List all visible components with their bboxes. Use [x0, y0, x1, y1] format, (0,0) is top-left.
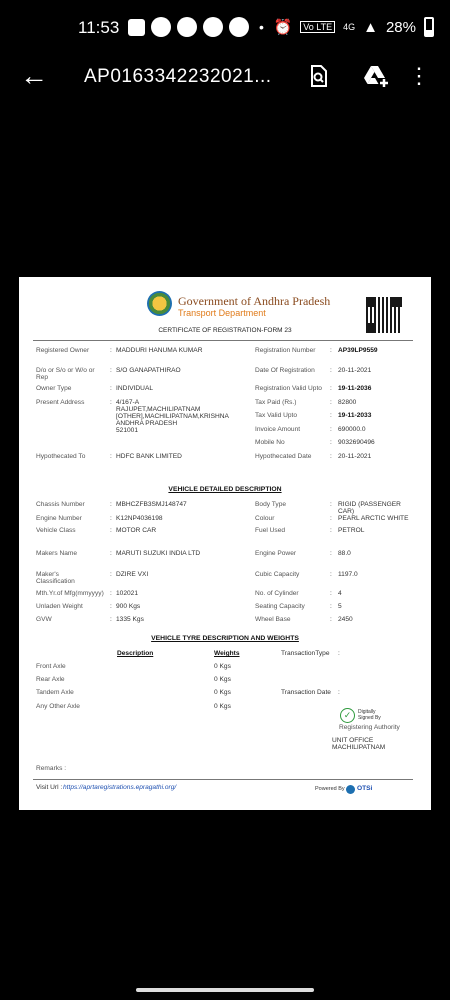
owner-type-label: Owner Type	[36, 385, 72, 392]
relation-label-2: Rep	[36, 374, 49, 381]
reg-date-label: Date Of Registration	[255, 367, 315, 374]
registration-certificate: Government of Andhra Pradesh Transport Department CERTIFICATE OF REGISTRATION-FORM 23 Registered Owner : MADDURI HANUMA KUMAR D/o or S/o or W/o or Rep : S/O GANAPATHIRAO Owner Type : INDIVIDUAL Present Address : 4/167-A RAJUPET,MACHILIPATNAM [OTHER],MACHILIPATNAM,KRISHNA ANDHRA PRADESH 521001 Hypothecated To : HDFC BANK LIMITED Registration Number : AP39LP9559 Date Of Registration : 20-11-2021 Registration Valid Upto : 19-11-2036 Tax Paid (Rs.) : 82800 Tax Valid Upto : 19-11-2033 Invoice Amount : 690000.0 Mobile No : 9032690496 Hypothecated Date : 20-11-2021 VEHICLE DETAILED DESCRIPTION Chassis Number : MBHCZFB3SMJ148747 Engine Number : K12NP4036198 Vehicle Class : MOTOR CAR Makers Name : MARUTI SUZUKI INDIA LTD Maker's Classification : DZIRE VXI Mth.Yr.of Mfg(mmyyyy) : 102021 Unladen Weight : 900 Kgs GVW : 1335 Kgs Body Type : RIGID (PASSENGER CAR) Colour : PEARL ARCTIC WHITE Fuel Used : PETROL Engine Power : 88.0 Cubic Capacity : 1197.0 No. of Cylinder : 4 Seating Capacity : 5 Wheel Base : 2450 VEHICLE TYRE DESCRIPTION AND WEIGHTS Description Weights TransactionType : Front Axle 0 Kgs Rear Axle 0 Kgs Tandem Axle 0 Kgs Any Other Axle 0 Kgs Transaction Date : ✓ Digitally Signed By Registering Authority UNIT OFFICE MACHILIPATNAM Remarks : Visit Url : https://aprtaregistrations.epragathi.org/ Powered By OTSi	[19, 277, 431, 810]
classification-label-2: Classification	[36, 578, 75, 585]
relation-label: D/o or S/o or W/o or	[36, 367, 95, 374]
wheelbase-label: Wheel Base	[255, 616, 291, 623]
signal-icon: ▲	[363, 18, 378, 36]
gov-title: Government of Andhra Pradesh	[178, 294, 331, 308]
colour-label: Colour	[255, 515, 275, 522]
fuel-label: Fuel Used	[255, 527, 286, 534]
visit-url-link[interactable]: https://aprtaregistrations.epragathi.org/	[63, 784, 177, 791]
transaction-type-label: TransactionType	[281, 650, 330, 657]
address-line-5: 521001	[116, 427, 139, 434]
signed-text: Digitally	[358, 709, 376, 715]
gvw-label: GVW	[36, 616, 52, 623]
swiggy-icon	[177, 17, 197, 37]
message-icon	[128, 19, 145, 36]
app-grid-icon	[203, 17, 223, 37]
chassis-value: MBHCZFB3SMJ148747	[116, 501, 187, 508]
cylinder-label: No. of Cylinder	[255, 590, 299, 597]
unit-office: UNIT OFFICE	[332, 737, 374, 744]
tyre-section-title: VEHICLE TYRE DESCRIPTION AND WEIGHTS	[151, 635, 299, 642]
alarm-icon: ⏰	[273, 19, 293, 36]
address-line-1: 4/167-A	[116, 399, 140, 406]
engine-value: K12NP4036198	[116, 515, 163, 522]
cc-value: 1197.0	[338, 571, 358, 578]
colour-value: PEARL ARCTIC WHITE	[338, 515, 409, 522]
chassis-label: Chassis Number	[36, 501, 85, 508]
digitally-signed-check-icon: ✓	[340, 708, 355, 723]
tax-paid-label: Tax Paid (Rs.)	[255, 399, 297, 406]
tyre-row-label: Tandem Axle	[36, 689, 74, 696]
notification-icons	[128, 17, 264, 37]
app-grid-icon-2	[229, 17, 249, 37]
app-bar	[0, 56, 450, 100]
fuel-value: PETROL	[338, 527, 365, 534]
divider	[33, 779, 413, 780]
address-line-2: RAJUPET,MACHILIPATNAM	[116, 406, 201, 413]
otsi-name: OTSi	[357, 785, 373, 792]
battery-icon	[424, 17, 434, 37]
relation-value: S/O GANAPATHIRAO	[116, 367, 181, 374]
gesture-home-bar[interactable]	[136, 988, 314, 992]
mobile-label: Mobile No	[255, 439, 285, 446]
tyre-row-weight: 0 Kgs	[214, 676, 231, 683]
body-value: RIGID (PASSENGER	[338, 501, 401, 508]
ap-emblem-logo	[147, 291, 172, 316]
tyre-row-weight: 0 Kgs	[214, 663, 231, 670]
power-value: 88.0	[338, 550, 351, 557]
registered-owner-value: MADDURI HANUMA KUMAR	[116, 347, 203, 354]
description-column-header: Description	[117, 650, 154, 657]
hypothecated-label: Hypothecated To	[36, 453, 86, 460]
seating-label: Seating Capacity	[255, 603, 305, 610]
unladen-label: Unladen Weight	[36, 603, 83, 610]
classification-value: DZIRE VXI	[116, 571, 149, 578]
weights-column-header: Weights	[214, 650, 240, 657]
address-label: Present Address	[36, 399, 85, 406]
address-line-3: [OTHER],MACHILIPATNAM,KRISHNA	[116, 413, 229, 420]
registered-owner-label: Registered Owner	[36, 347, 90, 354]
reg-number-value: AP39LP9559	[338, 347, 378, 354]
document-search-icon[interactable]	[306, 64, 330, 88]
hypothecated-value: HDFC BANK LIMITED	[116, 453, 182, 460]
address-line-4: ANDHRA PRADESH	[116, 420, 178, 427]
tyre-row-label: Rear Axle	[36, 676, 65, 683]
back-arrow-icon[interactable]: ←	[20, 60, 48, 91]
class-label: Vehicle Class	[36, 527, 76, 534]
dept-title: Transport Department	[178, 308, 266, 318]
cc-label: Cubic Capacity	[255, 571, 300, 578]
reg-number-label: Registration Number	[255, 347, 316, 354]
invoice-value: 690000.0	[338, 426, 366, 433]
more-vert-icon[interactable]: ⋮	[408, 63, 430, 88]
wheelbase-value: 2450	[338, 616, 353, 623]
tyre-row-label: Any Other Axle	[36, 703, 80, 710]
system-icons	[274, 17, 434, 37]
remarks-label: Remarks :	[36, 765, 67, 772]
visit-url-label: Visit Url :	[36, 784, 63, 791]
tax-paid-value: 82800	[338, 399, 357, 406]
reg-valid-value: 19-11-2036	[338, 385, 372, 392]
qr-code	[366, 297, 402, 333]
reg-date-value: 20-11-2021	[338, 367, 372, 374]
engine-label: Engine Number	[36, 515, 82, 522]
otsi-logo-icon	[346, 785, 355, 794]
class-value: MOTOR CAR	[116, 527, 157, 534]
tyre-row-weight: 0 Kgs	[214, 689, 231, 696]
document-title: AP0163342232021...	[84, 66, 272, 87]
status-bar	[0, 0, 450, 56]
network-label: 4G	[343, 22, 356, 32]
tax-valid-label: Tax Valid Upto	[255, 412, 298, 419]
body-label: Body Type	[255, 501, 287, 508]
mfg-value: 102021	[116, 590, 139, 597]
hypothecated-date-value: 20-11-2021	[338, 453, 372, 460]
seating-value: 5	[338, 603, 342, 610]
volte-icon: Vo LTE	[300, 21, 335, 33]
tyre-row-label: Front Axle	[36, 663, 66, 670]
transaction-date-label: Transaction Date	[281, 689, 331, 696]
owner-type-value: INDIVIDUAL	[116, 385, 154, 392]
powered-by-label: Powered By	[315, 786, 345, 792]
makers-value: MARUTI SUZUKI INDIA LTD	[116, 550, 201, 557]
mobile-value: 9032690496	[338, 439, 375, 446]
status-time: 11:53	[78, 18, 120, 37]
more-notifications-dot: •	[259, 19, 264, 35]
body-value-2: CAR)	[338, 508, 355, 515]
classification-label: Maker's	[36, 571, 59, 578]
invoice-label: Invoice Amount	[255, 426, 301, 433]
drive-add-icon[interactable]	[362, 64, 390, 88]
power-label: Engine Power	[255, 550, 297, 557]
whatsapp-icon	[151, 17, 171, 37]
battery-percent: 28%	[385, 18, 416, 36]
unit-office-city: MACHILIPATNAM	[332, 744, 386, 751]
cert-title: CERTIFICATE OF REGISTRATION-FORM 23	[158, 327, 292, 334]
cylinder-value: 4	[338, 590, 342, 597]
hypothecated-date-label: Hypothecated Date	[255, 453, 312, 460]
signed-text-2: Signed By	[358, 715, 381, 721]
unladen-value: 900 Kgs	[116, 603, 141, 610]
mfg-label: Mth.Yr.of Mfg(mmyyyy)	[36, 590, 104, 597]
makers-label: Makers Name	[36, 550, 78, 557]
divider	[33, 340, 413, 341]
vehicle-section-title: VEHICLE DETAILED DESCRIPTION	[168, 486, 282, 493]
reg-valid-label: Registration Valid Upto	[255, 385, 322, 392]
registering-authority: Registering Authority	[339, 724, 400, 731]
tax-valid-value: 19-11-2033	[338, 412, 372, 419]
tyre-row-weight: 0 Kgs	[214, 703, 231, 710]
gvw-value: 1335 Kgs	[116, 616, 144, 623]
